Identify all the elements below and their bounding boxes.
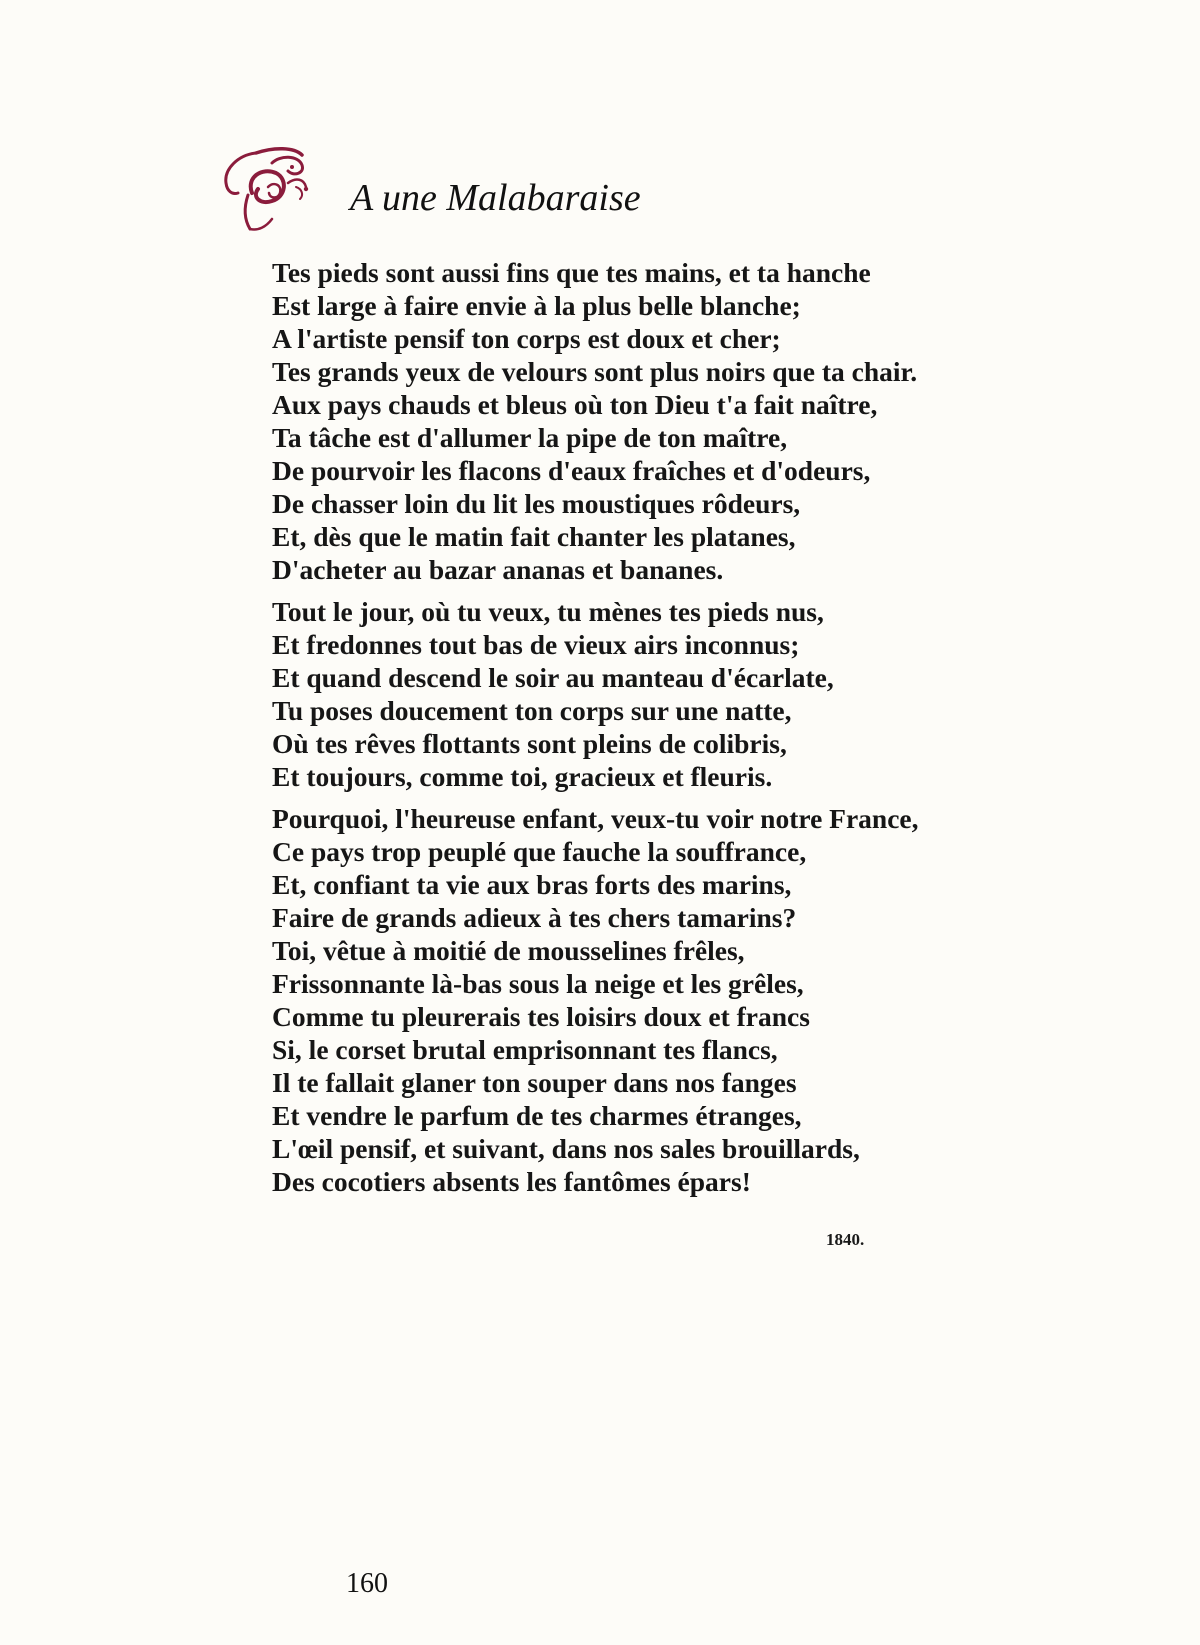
poem-date: 1840. bbox=[826, 1230, 865, 1249]
verse-line: De chasser loin du lit les moustiques rôdeurs, bbox=[272, 488, 801, 519]
verse-line: Toi, vêtue à moitié de mousselines frêles, bbox=[272, 935, 745, 966]
verse-line: Et quand descend le soir au manteau d'écarlate, bbox=[272, 662, 834, 693]
verse-line: D'acheter au bazar ananas et bananes. bbox=[272, 554, 724, 585]
verse-line: Il te fallait glaner ton souper dans nos fanges bbox=[272, 1067, 797, 1098]
verse-line: Frissonnante là-bas sous la neige et les grêles, bbox=[272, 968, 804, 999]
verse-line: Pourquoi, l'heureuse enfant, veux-tu voir notre France, bbox=[272, 803, 919, 834]
verse-line: Si, le corset brutal emprisonnant tes flancs, bbox=[272, 1034, 778, 1065]
poem-title: A une Malabaraise bbox=[350, 177, 641, 219]
stanza-3 bbox=[272, 802, 1012, 1198]
verse-line: Faire de grands adieux à tes chers tamarins? bbox=[272, 902, 797, 933]
verse-line: Est large à faire envie à la plus belle blanche; bbox=[272, 290, 801, 321]
page-number: 160 bbox=[346, 1568, 388, 1599]
verse-line: De pourvoir les flacons d'eaux fraîches et d'odeurs, bbox=[272, 455, 871, 486]
verse-line: Tu poses doucement ton corps sur une natte, bbox=[272, 695, 792, 726]
stanza-2 bbox=[272, 595, 1012, 793]
verse-line: Ta tâche est d'allumer la pipe de ton maître, bbox=[272, 422, 788, 453]
verse-line: Et vendre le parfum de tes charmes étranges, bbox=[272, 1100, 802, 1131]
verse-line: Des cocotiers absents les fantômes épars! bbox=[272, 1166, 751, 1197]
poem-body bbox=[272, 256, 1012, 1207]
stanza-1 bbox=[272, 256, 1012, 586]
verse-line: A l'artiste pensif ton corps est doux et cher; bbox=[272, 323, 781, 354]
verse-line: L'œil pensif, et suivant, dans nos sales brouillards, bbox=[272, 1133, 860, 1164]
verse-line: Et, dès que le matin fait chanter les platanes, bbox=[272, 521, 796, 552]
verse-line: Et toujours, comme toi, gracieux et fleuris. bbox=[272, 761, 773, 792]
verse-line: Tes pieds sont aussi fins que tes mains, et ta hanche bbox=[272, 257, 871, 288]
calligraphic-initial-ornament-icon bbox=[222, 143, 330, 233]
verse-line: Où tes rêves flottants sont pleins de colibris, bbox=[272, 728, 787, 759]
verse-line: Et, confiant ta vie aux bras forts des marins, bbox=[272, 869, 792, 900]
verse-line: Tes grands yeux de velours sont plus noirs que ta chair. bbox=[272, 356, 918, 387]
verse-line: Comme tu pleurerais tes loisirs doux et francs bbox=[272, 1001, 810, 1032]
verse-line: Ce pays trop peuplé que fauche la souffrance, bbox=[272, 836, 807, 867]
verse-line: Tout le jour, où tu veux, tu mènes tes pieds nus, bbox=[272, 596, 824, 627]
verse-line: Aux pays chauds et bleus où ton Dieu t'a fait naître, bbox=[272, 389, 878, 420]
verse-line: Et fredonnes tout bas de vieux airs inconnus; bbox=[272, 629, 800, 660]
